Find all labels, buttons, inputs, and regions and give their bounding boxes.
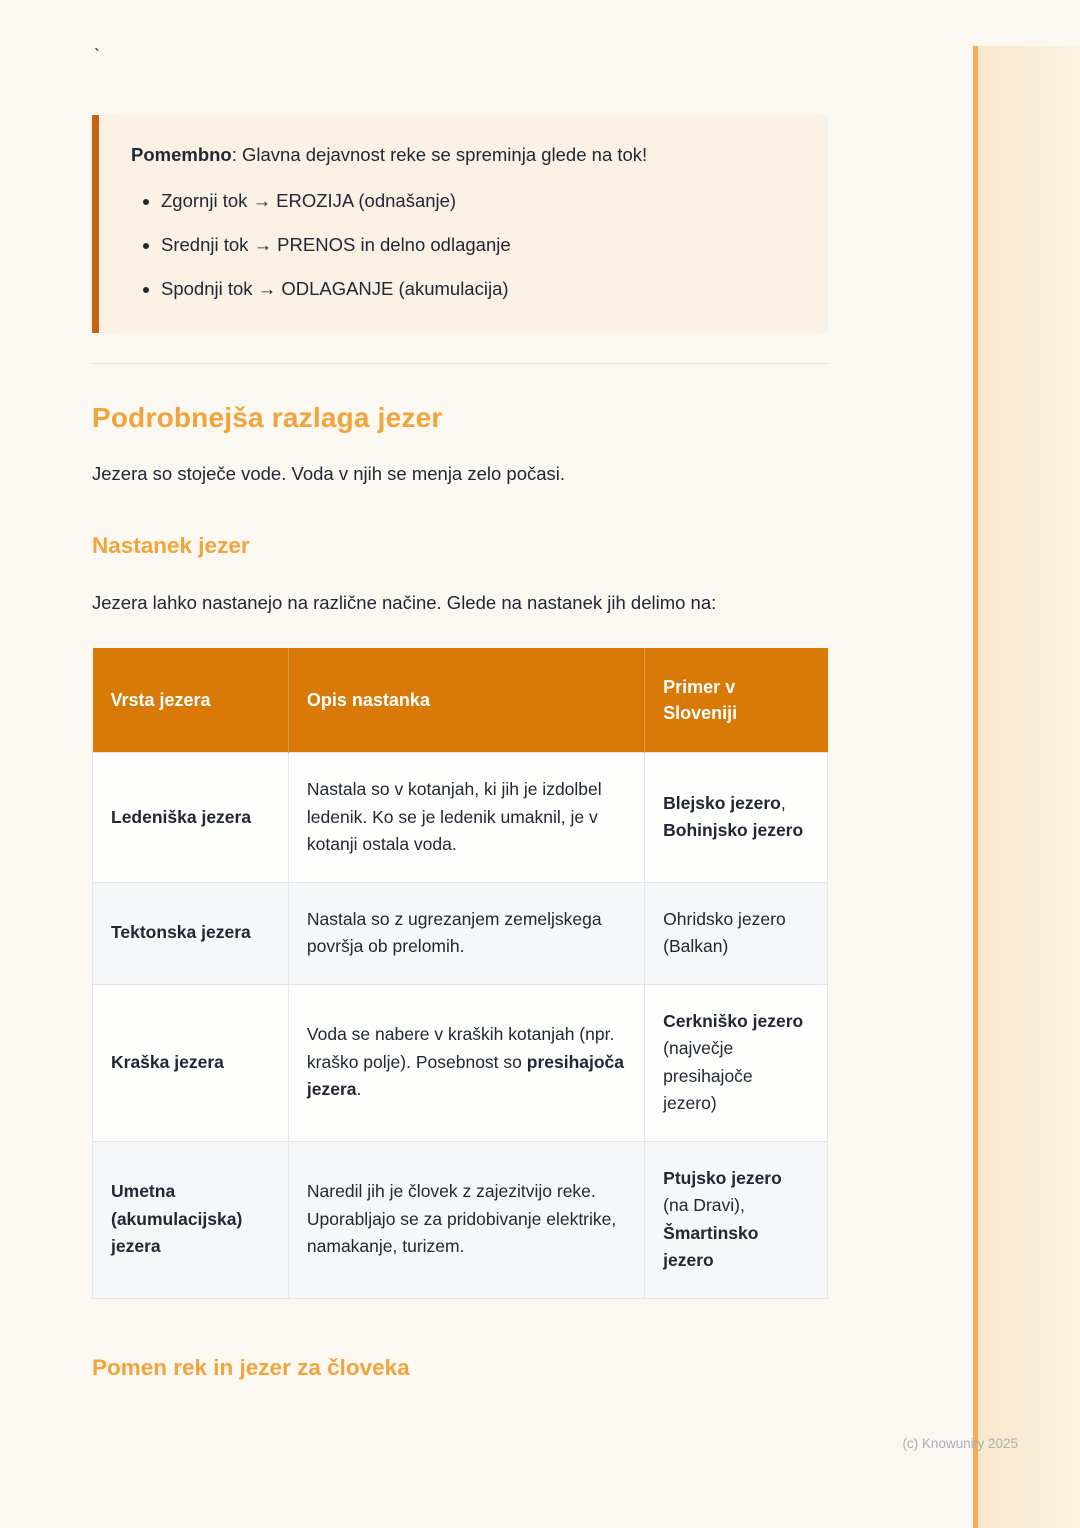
table-header-row [93,648,828,753]
table-cell: Naredil jih je človek z zajezitvijo reke. Uporabljajo se za pridobivanje elektrike, namakanje, turizem. [288,1141,644,1298]
table-header-cell: Primer v Sloveniji [645,648,828,753]
table-row [93,753,828,883]
callout-heading [131,141,800,169]
table-header-cell: Vrsta jezera [93,648,289,753]
table-cell: Blejsko jezero, Bohinjsko jezero [645,753,828,883]
callout-intro-text: : Glavna dejavnost reke se spreminja glede na tok! [231,144,648,165]
table-row [93,1141,828,1298]
page-edge-stripe [978,46,1080,1528]
callout-item: • Zgornji tok → EROZIJA (odnašanje) [161,187,800,214]
table-cell: Ptujsko jezero (na Dravi), Šmartinsko jezero [645,1141,828,1298]
section-divider [92,363,828,364]
callout-label: Pomembno [131,144,232,165]
callout-item: • Srednji tok → PRENOS in delno odlaganje [161,231,800,258]
table-cell: Umetna (akumulacijska) jezera [93,1141,289,1298]
copyright-note: (c) Knowunity 2025 [902,1436,1018,1451]
table-row [93,882,828,984]
table-cell: Voda se nabere v kraških kotanjah (npr. kraško polje). Posebnost so presihajoča jezera. [288,984,644,1141]
section-title-lakes: Podrobnejša razlaga jezer [92,402,443,433]
table-row [93,984,828,1141]
table-cell: Tektonska jezera [93,882,289,984]
section-title-formation: Nastanek jezer [92,533,250,558]
table-cell: Ledeniška jezera [93,753,289,883]
table-cell: Kraška jezera [93,984,289,1141]
page-edge-line [973,46,978,1528]
table-cell: Nastala so v kotanjah, ki jih je izdolbel ledenik. Ko se je ledenik umaknil, je v kotanji ostala voda. [288,753,644,883]
formation-paragraph: Jezera lahko nastanejo na različne načine. Glede na nastanek jih delimo na: [92,592,717,613]
lakes-table [92,648,828,1299]
table-header-cell: Opis nastanka [288,648,644,753]
page-content [92,115,828,1381]
stray-backtick-character: ` [94,46,100,66]
table-cell: Cerkniško jezero (največje presihajoče jezero) [645,984,828,1141]
table-cell: Ohridsko jezero (Balkan) [645,882,828,984]
callout-list [131,187,800,302]
table-body [93,753,828,1299]
lakes-intro-paragraph: Jezera so stoječe vode. Voda v njih se menja zelo počasi. [92,463,566,484]
table-cell: Nastala so z ugrezanjem zemeljskega površja ob prelomih. [288,882,644,984]
callout-item: • Spodnji tok → ODLAGANJE (akumulacija) [161,275,800,302]
section-title-importance: Pomen rek in jezer za človeka [92,1354,410,1380]
important-callout [92,115,828,333]
